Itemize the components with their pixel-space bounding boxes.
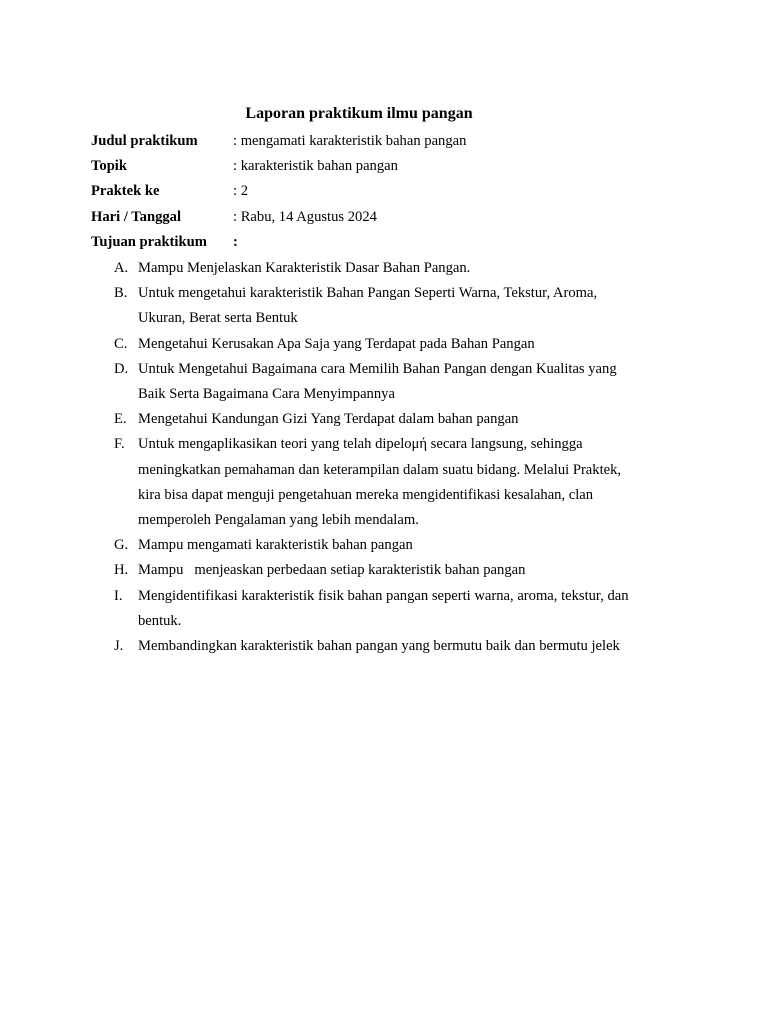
objective-item <box>114 634 674 659</box>
objective-text-line: Membandingkan karakteristik bahan pangan yang bermutu baik dan bermutu jelek <box>138 638 620 655</box>
objective-item <box>114 407 674 432</box>
meta-value: : karakteristik bahan pangan <box>233 158 398 175</box>
objective-letter: G. <box>114 537 129 554</box>
objective-item <box>114 533 674 558</box>
meta-value: : mengamati karakteristik bahan pangan <box>233 133 467 149</box>
objective-text-line: Mengetahui Kerusakan Apa Saja yang Terdapat pada Bahan Pangan <box>138 335 535 352</box>
objective-text-line: Mampu Menjelaskan Karakteristik Dasar Bahan Pangan. <box>138 260 471 276</box>
objective-item <box>114 357 674 407</box>
meta-row-judul <box>91 131 691 156</box>
objective-text-line: memperoleh Pengalaman yang lebih mendalam. <box>138 512 419 529</box>
objective-text-line: Untuk mengetahui karakteristik Bahan Pangan Seperti Warna, Tekstur, Aroma, <box>138 285 598 302</box>
objective-item <box>114 332 674 357</box>
objective-item <box>114 281 674 331</box>
meta-label: Topik <box>91 158 127 175</box>
objective-text-line: Baik Serta Bagaimana Cara Menyimpannya <box>138 386 395 403</box>
objective-letter: I. <box>114 587 123 604</box>
meta-label: Hari / Tanggal <box>91 208 182 225</box>
meta-value: : <box>233 233 238 250</box>
objective-letter: F. <box>114 436 125 453</box>
meta-value: : Rabu, 14 Agustus 2024 <box>233 208 377 225</box>
objective-letter: H. <box>114 562 129 579</box>
objective-text-line: Mampu mengamati karakteristik bahan pangan <box>138 537 413 554</box>
objective-text-line: Untuk mengaplikasikan teori yang telah dipeloμή secara langsung, sehingga <box>138 436 583 453</box>
objective-item <box>114 558 674 583</box>
objective-text-line: bentuk. <box>138 612 182 629</box>
meta-row-topik <box>91 156 691 181</box>
objective-letter: D. <box>114 360 129 377</box>
objective-text-line: Mengetahui Kandungan Gizi Yang Terdapat dalam bahan pangan <box>138 411 519 428</box>
objective-letter: C. <box>114 335 128 352</box>
objective-item <box>114 432 674 533</box>
meta-label: Praktek ke <box>91 183 160 200</box>
meta-label: Tujuan praktikum <box>91 233 207 250</box>
document-title: Laporan praktikum ilmu pangan <box>245 105 473 122</box>
objective-text-line: kira bisa dapat menguji pengetahuan mereka mengidentifikasi kesalahan, clan <box>138 486 594 503</box>
objective-letter: E. <box>114 411 127 428</box>
meta-row-tujuan <box>91 232 691 257</box>
objective-item <box>114 584 674 634</box>
objectives-list <box>114 256 674 659</box>
objective-letter: J. <box>114 638 124 655</box>
objective-item <box>114 256 674 281</box>
objective-letter: B. <box>114 285 128 302</box>
objective-text-line: Mampu menjeaskan perbedaan setiap karakteristik bahan pangan <box>138 562 526 579</box>
meta-row-praktek-ke <box>91 181 691 206</box>
objective-text-line: Untuk Mengetahui Bagaimana cara Memilih Bahan Pangan dengan Kualitas yang <box>138 360 617 377</box>
objective-text-line: meningkatkan pemahaman dan keterampilan dalam suatu bidang. Melalui Praktek, <box>138 461 622 478</box>
meta-label: Judul praktikum <box>91 133 198 149</box>
meta-value: : 2 <box>233 183 248 200</box>
meta-row-hari-tanggal <box>91 207 691 232</box>
objective-text-line: Ukuran, Berat serta Bentuk <box>138 310 298 327</box>
objective-letter: A. <box>114 260 129 276</box>
report-metadata <box>91 131 691 257</box>
objective-text-line: Mengidentifikasi karakteristik fisik bahan pangan seperti warna, aroma, tekstur, dan <box>138 587 629 604</box>
